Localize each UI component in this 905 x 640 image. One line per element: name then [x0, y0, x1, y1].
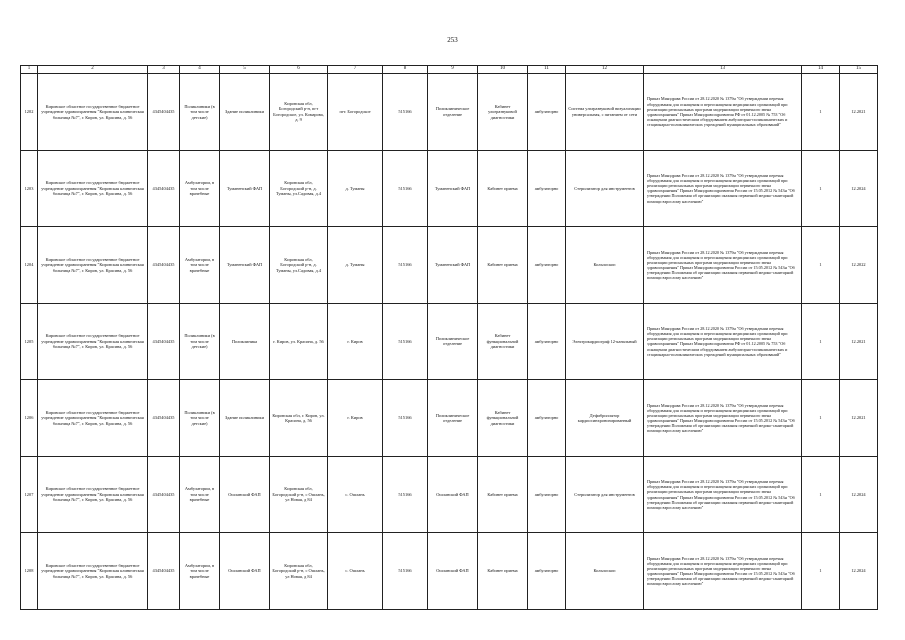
table-row [21, 303, 878, 380]
regulation-cell: Приказ Минздрава России от 28.12.2020 № 1379н "Об утверждении перечня оборудования для оснащения и переоснащения медицинских организаций при реализации региональных программ модернизации первичного звена здравоохранения" Приказ Минздравсоцразвития России от 15.05.2012 № 543н "Об утверждении Положения об организации оказания первичной медико-санитарной помощи взрослому населению" [644, 456, 802, 533]
quantity-cell: 1 [802, 74, 840, 151]
department-cell: Поликлиническое отделение [428, 74, 478, 151]
department-cell: Поликлиническое отделение [428, 303, 478, 380]
quantity-cell: 1 [802, 380, 840, 457]
inn-cell: 4345404435 [148, 533, 180, 610]
organization-cell: Кировское областное государственное бюджетное учреждение здравоохранения "Кировская клиническая больница №7", г. Киров, ул. Красина, д. 56 [38, 533, 148, 610]
building-cell: Ошланский ФАП [220, 533, 270, 610]
column-number: 1 [21, 66, 38, 74]
care-type-cell: амбулаторно [528, 380, 566, 457]
date-cell: 12.2021 [840, 303, 878, 380]
regulation-cell: Приказ Минздрава России от 28.12.2020 № 1379н "Об утверждении перечня оборудования для оснащения и переоснащения медицинских организаций при реализации региональных программ модернизации первичного звена здравоохранения" Приказ Минздравсоцразвития России от 15.05.2012 № 543н "Об утверждении Положения об организации оказания первичной медико-санитарной помощи взрослому населению" [644, 150, 802, 227]
row-number: 1206 [21, 380, 38, 457]
column-number: 10 [478, 66, 528, 74]
inn-cell: 4345404435 [148, 74, 180, 151]
locality-cell: пгт. Богородское [328, 74, 383, 151]
locality-cell: с. Ошлань [328, 533, 383, 610]
regulation-cell: Приказ Минздрава России от 28.12.2020 № 1379н "Об утверждении перечня оборудования для оснащения и переоснащения медицинских организаций при реализации региональных программ модернизации первичного звена здравоохранения" Приказ Минздравсоцразвития России от 15.05.2012 № 543н "Об утверждении Положения об организации оказания первичной медико-санитарной помощи взрослому населению" [644, 533, 802, 610]
room-cell: Кабинет функциональной диагностики [478, 303, 528, 380]
regulation-cell: Приказ Минздрава России от 28.12.2020 № 1379н "Об утверждении перечня оборудования для оснащения и переоснащения медицинских организаций при реализации региональных программ модернизации первичного звена здравоохранения" Приказ Минздравсоцразвития РФ от 01.12.2005 № 753 "Об оснащении диагностическим оборудованием амбулаторно-поликлинических и стационарно-поликлинических учреждений муниципальных образований" [644, 74, 802, 151]
equipment-cell: Кольпоскоп [566, 227, 644, 304]
column-number: 12 [566, 66, 644, 74]
column-number: 15 [840, 66, 878, 74]
building-cell: Туманенский ФАП [220, 227, 270, 304]
department-cell: Ошланский ФАП [428, 533, 478, 610]
address-cell: Кировская обл, Богородский р-н, с Ошлань, ул Новая, д 84 [270, 456, 328, 533]
building-cell: Туманенский ФАП [220, 150, 270, 227]
column-number: 7 [328, 66, 383, 74]
column-number: 11 [528, 66, 566, 74]
inn-cell: 4345404435 [148, 456, 180, 533]
page-number: 253 [447, 36, 458, 44]
room-cell: Кабинет приема [478, 227, 528, 304]
regulation-cell: Приказ Минздрава России от 28.12.2020 № 1379н "Об утверждении перечня оборудования для оснащения и переоснащения медицинских организаций при реализации региональных программ модернизации первичного звена здравоохранения" Приказ Минздравсоцразвития России от 15.05.2012 № 543н "Об утверждении Положения об организации оказания первичной медико-санитарной помощи взрослому населению" [644, 380, 802, 457]
care-type-cell: амбулаторно [528, 456, 566, 533]
code-cell: 515166 [383, 150, 428, 227]
column-number: 5 [220, 66, 270, 74]
regulation-cell: Приказ Минздрава России от 28.12.2020 № 1379н "Об утверждении перечня оборудования для оснащения и переоснащения медицинских организаций при реализации региональных программ модернизации первичного звена здравоохранения" Приказ Минздравсоцразвития РФ от 01.12.2005 № 753 "Об оснащении диагностическим оборудованием амбулаторно-поликлинических и стационарно-поликлинических учреждений муниципальных образований" [644, 303, 802, 380]
inn-cell: 4345404435 [148, 303, 180, 380]
unit-type-cell: Амбулатории, в том числе врачебные [180, 456, 220, 533]
care-type-cell: амбулаторно [528, 150, 566, 227]
regulation-cell: Приказ Минздрава России от 28.12.2020 № 1379н "Об утверждении перечня оборудования для оснащения и переоснащения медицинских организаций при реализации региональных программ модернизации первичного звена здравоохранения" Приказ Минздравсоцразвития России от 15.05.2012 № 543н "Об утверждении Положения об организации оказания первичной медико-санитарной помощи взрослому населению" [644, 227, 802, 304]
table-row [21, 533, 878, 610]
address-cell: Кировская обл, Богородский р-н, д. Туманы, ул.Садовая, д.4 [270, 150, 328, 227]
quantity-cell: 1 [802, 533, 840, 610]
date-cell: 12.2024 [840, 533, 878, 610]
department-cell: Туманенский ФАП [428, 227, 478, 304]
locality-cell: г. Киров [328, 303, 383, 380]
date-cell: 12.2021 [840, 74, 878, 151]
organization-cell: Кировское областное государственное бюджетное учреждение здравоохранения "Кировская клиническая больница №7", г. Киров, ул. Красина, д. 56 [38, 456, 148, 533]
room-cell: Кабинет приема [478, 456, 528, 533]
unit-type-cell: Поликлиники (в том числе детские) [180, 380, 220, 457]
address-cell: Кировская обл, Богородский р-н, пгт Богородское, ул. Комарова, д. 9 [270, 74, 328, 151]
unit-type-cell: Амбулатории, в том числе врачебные [180, 533, 220, 610]
code-cell: 515166 [383, 227, 428, 304]
code-cell: 515166 [383, 74, 428, 151]
address-cell: Кировская обл, Богородский р-н, д. Туманы, ул.Садовая, д.4 [270, 227, 328, 304]
room-cell: Кабинет приема [478, 150, 528, 227]
unit-type-cell: Амбулатории, в том числе врачебные [180, 227, 220, 304]
care-type-cell: амбулаторно [528, 227, 566, 304]
table-row [21, 74, 878, 151]
table-row [21, 380, 878, 457]
column-number-row [21, 66, 878, 74]
address-cell: Кировская обл, г. Киров, ул. Красина, д. 56 [270, 380, 328, 457]
organization-cell: Кировское областное государственное бюджетное учреждение здравоохранения "Кировская клиническая больница №7", г. Киров, ул. Красина, д. 56 [38, 227, 148, 304]
building-cell: Здание поликлиники [220, 74, 270, 151]
room-cell: Кабинет ультразвуковой диагностики [478, 74, 528, 151]
equipment-cell: Стерилизатор для инструментов [566, 150, 644, 227]
equipment-cell: Кольпоскоп [566, 533, 644, 610]
organization-cell: Кировское областное государственное бюджетное учреждение здравоохранения "Кировская клиническая больница №7", г. Киров, ул. Красина, д. 56 [38, 150, 148, 227]
locality-cell: г. Киров [328, 380, 383, 457]
inn-cell: 4345404435 [148, 380, 180, 457]
organization-cell: Кировское областное государственное бюджетное учреждение здравоохранения "Кировская клиническая больница №7", г. Киров, ул. Красина, д. 56 [38, 303, 148, 380]
locality-cell: с. Ошлань [328, 456, 383, 533]
department-cell: Туманенский ФАП [428, 150, 478, 227]
unit-type-cell: Амбулатории, в том числе врачебные [180, 150, 220, 227]
column-number: 9 [428, 66, 478, 74]
building-cell: Поликлиника [220, 303, 270, 380]
code-cell: 515166 [383, 303, 428, 380]
building-cell: Ошланский ФАП [220, 456, 270, 533]
equipment-cell: Дефибриллятор кардиосинхронизированный [566, 380, 644, 457]
room-cell: Кабинет приема [478, 533, 528, 610]
table-row [21, 456, 878, 533]
column-number: 4 [180, 66, 220, 74]
row-number: 1208 [21, 533, 38, 610]
table-row [21, 150, 878, 227]
address-cell: Кировская обл, Богородский р-н, с Ошлань, ул Новая, д 84 [270, 533, 328, 610]
equipment-cell: Система ультразвуковой визуализации универсальная, с питанием от сети [566, 74, 644, 151]
organization-cell: Кировское областное государственное бюджетное учреждение здравоохранения "Кировская клиническая больница №7", г. Киров, ул. Красина, д. 56 [38, 74, 148, 151]
equipment-cell: Стерилизатор для инструментов [566, 456, 644, 533]
unit-type-cell: Поликлиники (в том числе детские) [180, 74, 220, 151]
inn-cell: 4345404435 [148, 150, 180, 227]
column-number: 14 [802, 66, 840, 74]
column-number: 8 [383, 66, 428, 74]
organization-cell: Кировское областное государственное бюджетное учреждение здравоохранения "Кировская клиническая больница №7", г. Киров, ул. Красина, д. 56 [38, 380, 148, 457]
care-type-cell: амбулаторно [528, 533, 566, 610]
quantity-cell: 1 [802, 227, 840, 304]
code-cell: 515166 [383, 380, 428, 457]
row-number: 1202 [21, 74, 38, 151]
unit-type-cell: Поликлиники (в том числе детские) [180, 303, 220, 380]
row-number: 1207 [21, 456, 38, 533]
address-cell: г. Киров, ул. Красина, д. 56 [270, 303, 328, 380]
table-row [21, 227, 878, 304]
date-cell: 12.2021 [840, 380, 878, 457]
quantity-cell: 1 [802, 150, 840, 227]
care-type-cell: амбулаторно [528, 303, 566, 380]
column-number: 13 [644, 66, 802, 74]
column-number: 3 [148, 66, 180, 74]
date-cell: 12.2024 [840, 456, 878, 533]
row-number: 1205 [21, 303, 38, 380]
equipment-register-table [20, 65, 878, 610]
code-cell: 515166 [383, 533, 428, 610]
department-cell: Поликлиническое отделение [428, 380, 478, 457]
row-number: 1203 [21, 150, 38, 227]
department-cell: Ошланский ФАП [428, 456, 478, 533]
date-cell: 12.2022 [840, 227, 878, 304]
inn-cell: 4345404435 [148, 227, 180, 304]
care-type-cell: амбулаторно [528, 74, 566, 151]
code-cell: 515166 [383, 456, 428, 533]
locality-cell: д. Туманы [328, 150, 383, 227]
building-cell: Здание поликлиники [220, 380, 270, 457]
room-cell: Кабинет функциональной диагностики [478, 380, 528, 457]
row-number: 1204 [21, 227, 38, 304]
date-cell: 12.2024 [840, 150, 878, 227]
equipment-cell: Электрокардиограф 12-канальный [566, 303, 644, 380]
column-number: 2 [38, 66, 148, 74]
quantity-cell: 1 [802, 303, 840, 380]
column-number: 6 [270, 66, 328, 74]
quantity-cell: 1 [802, 456, 840, 533]
locality-cell: д. Туманы [328, 227, 383, 304]
